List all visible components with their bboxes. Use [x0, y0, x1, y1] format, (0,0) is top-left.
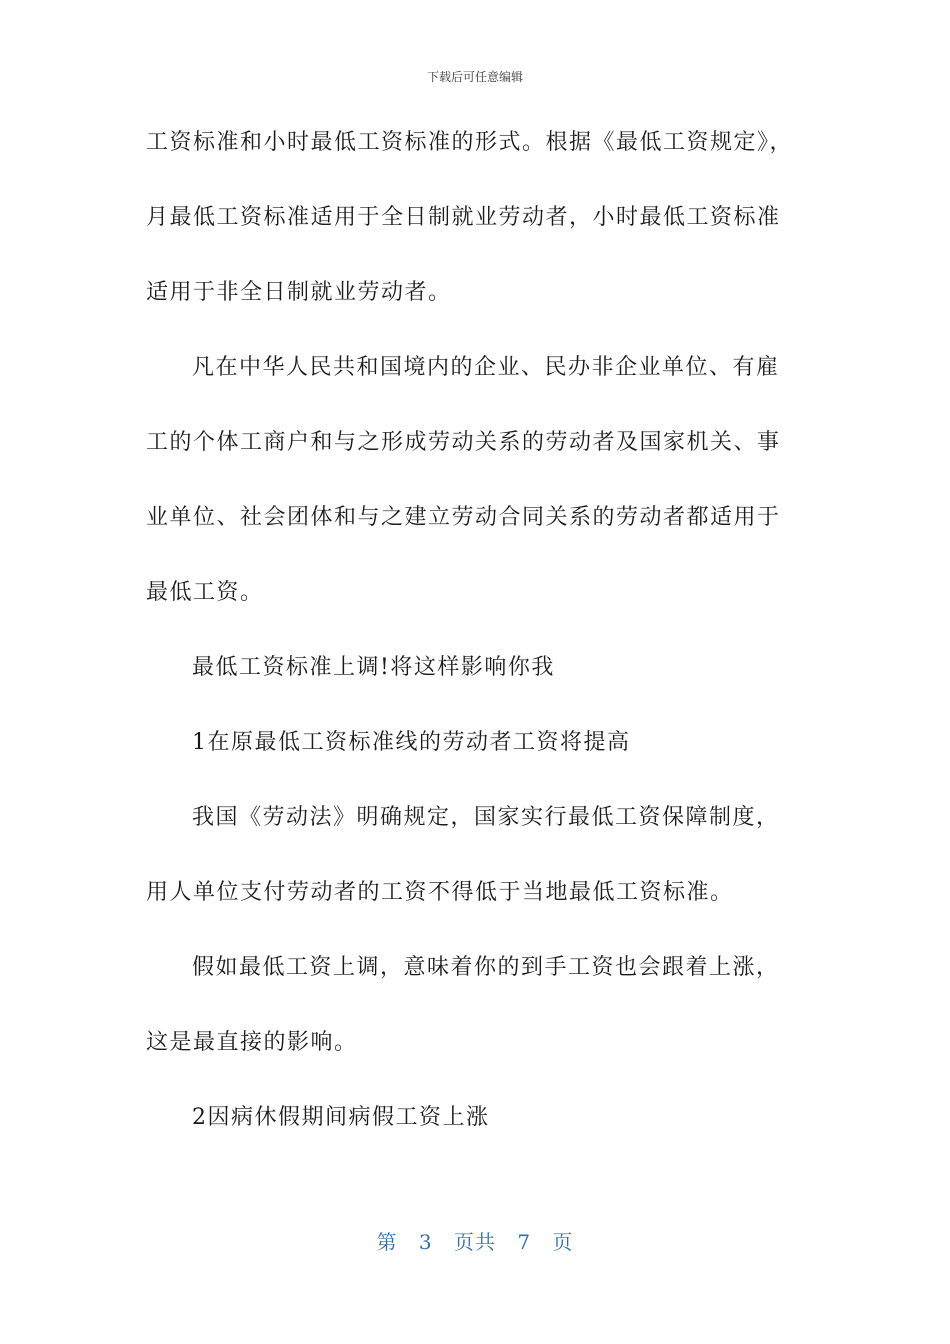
paragraph-start-line: 凡在中华人民共和国境内的企业、民办非企业单位、有雇: [192, 355, 780, 380]
page-number-label: 第 3 页共 7 页: [376, 1230, 574, 1254]
page-number-footer: [0, 1226, 950, 1255]
section-heading: 最低工资标准上调!将这样影响你我: [192, 655, 555, 680]
text-line: 这是最直接的影响。: [146, 1030, 358, 1055]
text-line: 业单位、社会团体和与之建立劳动合同关系的劳动者都适用于: [146, 505, 781, 530]
text-line: 工的个体工商户和与之形成劳动关系的劳动者及国家机关、事: [146, 430, 781, 455]
text-line: 适用于非全日制就业劳动者。: [146, 280, 452, 305]
numbered-heading: 2因病休假期间病假工资上涨: [192, 1105, 490, 1130]
page-header-note: 下载后可任意编辑: [426, 70, 523, 84]
paragraph-start-line: 假如最低工资上调，意味着你的到手工资也会跟着上涨，: [192, 955, 780, 980]
text-line: 工资标准和小时最低工资标准的形式。根据《最低工资规定》，: [146, 130, 794, 155]
text-line: 用人单位支付劳动者的工资不得低于当地最低工资标准。: [146, 880, 734, 905]
numbered-heading: 1在原最低工资标准线的劳动者工资将提高: [192, 730, 631, 755]
text-line: 最低工资。: [146, 580, 264, 605]
paragraph-start-line: 我国《劳动法》明确规定，国家实行最低工资保障制度，: [192, 805, 780, 830]
text-line: 月最低工资标准适用于全日制就业劳动者，小时最低工资标准: [146, 205, 781, 230]
